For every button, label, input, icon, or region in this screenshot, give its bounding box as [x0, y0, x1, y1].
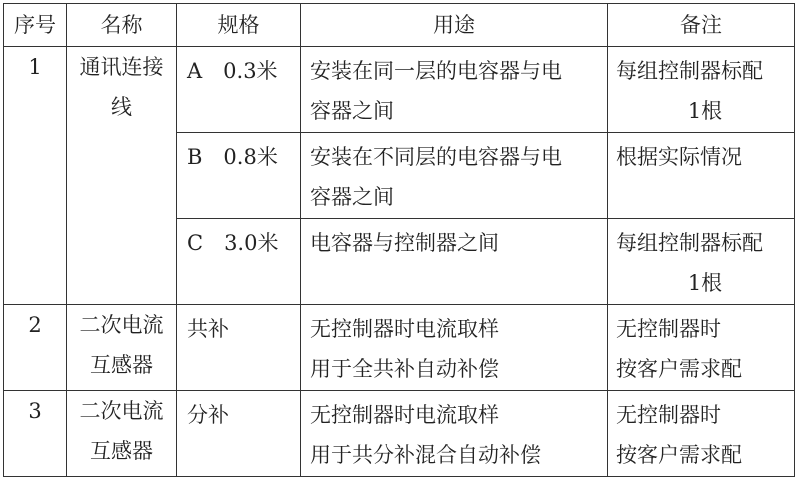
spec-cell — [177, 305, 301, 391]
table-row — [4, 47, 795, 133]
row-no: 1 — [28, 55, 42, 79]
table-row — [4, 305, 795, 391]
spec-cell — [177, 47, 301, 133]
use-cell — [301, 391, 608, 477]
table-header-row — [4, 4, 795, 47]
spec-value: 共补 — [187, 317, 229, 341]
row-name-line1: 二次电流 — [79, 399, 164, 423]
use-cell — [301, 133, 608, 219]
note-line1: 无控制器时 — [616, 403, 721, 427]
note-cell — [608, 391, 795, 477]
header-name: 名称 — [67, 4, 177, 47]
spec-value: C 3.0米 — [187, 231, 279, 255]
use-cell — [301, 305, 608, 391]
use-line1: 无控制器时电流取样 — [310, 403, 499, 427]
note-cell — [608, 133, 795, 219]
spec-value: B 0.8米 — [187, 145, 278, 169]
note-line1: 根据实际情况 — [616, 145, 742, 169]
row-name-cell — [67, 305, 177, 391]
row-no-cell — [4, 391, 67, 477]
note-line2: 按客户需求配 — [616, 357, 742, 381]
use-line1: 安装在同一层的电容器与电 — [310, 59, 562, 83]
row-no-cell — [4, 47, 67, 305]
row-name-line1: 二次电流 — [79, 313, 164, 337]
spec-cell — [177, 391, 301, 477]
note-line1: 每组控制器标配 — [616, 231, 763, 255]
row-name-line1: 通讯连接 — [79, 55, 164, 79]
use-cell — [301, 219, 608, 305]
row-name-line2: 线 — [111, 95, 132, 119]
use-line2: 容器之间 — [310, 99, 394, 123]
note-cell — [608, 219, 795, 305]
header-note: 备注 — [608, 4, 795, 47]
header-spec: 规格 — [177, 4, 301, 47]
note-line2: 1根 — [687, 99, 723, 123]
use-line1: 安装在不同层的电容器与电 — [310, 145, 562, 169]
note-cell — [608, 47, 795, 133]
note-line2: 1根 — [687, 271, 723, 295]
row-name-line2: 互感器 — [90, 439, 153, 463]
note-line1: 每组控制器标配 — [616, 59, 763, 83]
use-line2: 用于共分补混合自动补偿 — [310, 443, 541, 467]
row-no: 2 — [28, 313, 42, 337]
note-line1: 无控制器时 — [616, 317, 721, 341]
spec-table — [3, 3, 795, 477]
note-line2: 按客户需求配 — [616, 443, 742, 467]
header-no: 序号 — [4, 4, 67, 47]
use-line2: 用于全共补自动补偿 — [310, 357, 499, 381]
spec-cell — [177, 133, 301, 219]
header-use: 用途 — [301, 4, 608, 47]
spec-value: 分补 — [187, 403, 229, 427]
row-name-cell — [67, 47, 177, 305]
row-name-line2: 互感器 — [90, 353, 153, 377]
use-line1: 无控制器时电流取样 — [310, 317, 499, 341]
table-row — [4, 391, 795, 477]
spec-value: A 0.3米 — [187, 59, 278, 83]
use-line1: 电容器与控制器之间 — [310, 231, 499, 255]
row-no-cell — [4, 305, 67, 391]
spec-cell — [177, 219, 301, 305]
use-cell — [301, 47, 608, 133]
row-no: 3 — [28, 399, 42, 423]
row-name-cell — [67, 391, 177, 477]
note-cell — [608, 305, 795, 391]
use-line2: 容器之间 — [310, 185, 394, 209]
